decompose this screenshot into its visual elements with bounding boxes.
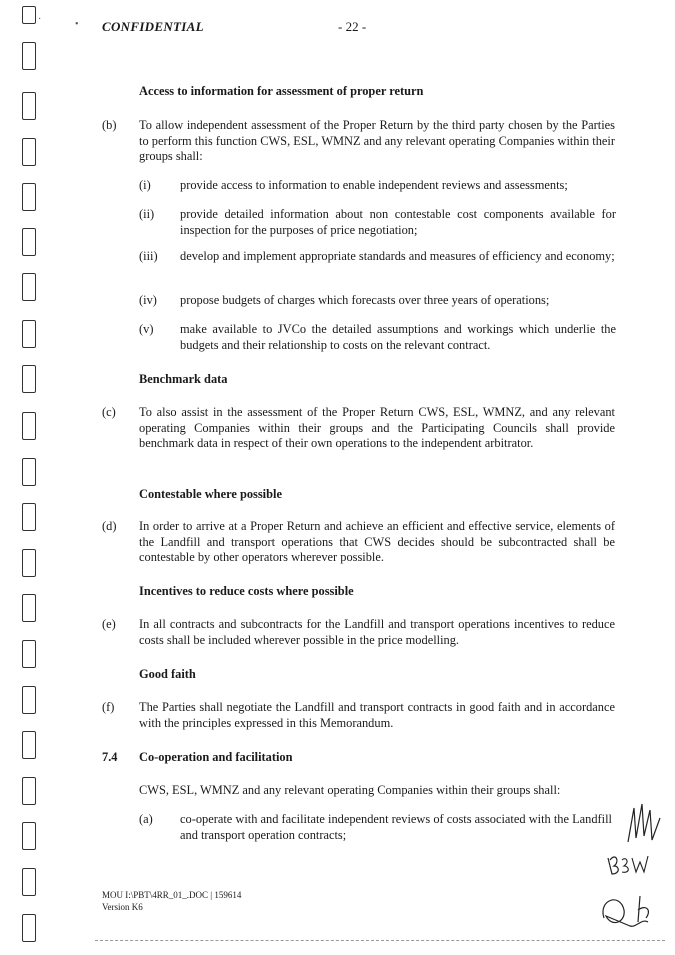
item-b-ii: provide detailed information about non contestable cost components available for inspection for the purposes of price negotiation; xyxy=(180,207,616,237)
page-number: - 22 - xyxy=(338,19,367,34)
heading-contestable: Contestable where possible xyxy=(139,487,282,501)
binder-hole xyxy=(22,777,36,805)
binder-hole xyxy=(22,686,36,714)
label-7-4-a: (a) xyxy=(139,812,153,826)
binder-hole xyxy=(22,914,36,942)
para-d: In order to arrive at a Proper Return and achieve an efficient and effective service, elements of the Landfill and transport operations that CWS decides should be subcontracted shall be contestable by other operators wherever possible. xyxy=(139,519,615,565)
binder-hole xyxy=(22,273,36,301)
binder-hole xyxy=(22,412,36,440)
header-confidential: CONFIDENTIAL xyxy=(102,19,204,34)
footer-file-ref: MOU I:\PBT\4RR_01_.DOC | 159614 xyxy=(102,890,242,900)
para-f: The Parties shall negotiate the Landfill and transport contracts in good faith and in accordance with the principles expressed in this Memorandum. xyxy=(139,700,615,730)
label-b-i: (i) xyxy=(139,178,151,192)
label-e: (e) xyxy=(102,617,116,631)
item-b-iii: develop and implement appropriate standards and measures of efficiency and economy; xyxy=(180,249,615,263)
binder-hole xyxy=(22,594,36,622)
binder-hole xyxy=(22,42,36,70)
item-b-v: make available to JVCo the detailed assumptions and workings which underlie the budgets and their relationship to costs on the relevant contract. xyxy=(180,322,616,352)
binder-hole xyxy=(22,822,36,850)
label-b-ii: (ii) xyxy=(139,207,155,221)
para-c: To also assist in the assessment of the Proper Return CWS, ESL, WMNZ, and any relevant operating Companies within their groups and the Participating Councils shall provide benchmark data in respect of their own operations to the independent arbitrator. xyxy=(139,405,615,451)
para-e: In all contracts and subcontracts for the Landfill and transport operations incentives to reduce costs shall be included wherever possible in the price modelling. xyxy=(139,617,615,647)
section-number-7-4: 7.4 xyxy=(102,750,118,764)
label-b-iii: (iii) xyxy=(139,249,158,263)
label-b-v: (v) xyxy=(139,322,154,336)
label-f: (f) xyxy=(102,700,115,714)
heading-access-info: Access to information for assessment of proper return xyxy=(139,84,424,98)
binder-hole xyxy=(22,458,36,486)
item-7-4-a: co-operate with and facilitate independent reviews of costs associated with the Landfill and transport operation contracts; xyxy=(180,812,612,842)
label-c: (c) xyxy=(102,405,116,419)
speck: • xyxy=(75,19,79,30)
section-title-cooperation: Co-operation and facilitation xyxy=(139,750,293,764)
binder-hole xyxy=(22,138,36,166)
footer-version: Version K6 xyxy=(102,902,143,912)
footer xyxy=(102,889,241,913)
heading-incentives: Incentives to reduce costs where possible xyxy=(139,584,354,598)
page-bottom-edge xyxy=(95,940,665,941)
para-7-4-intro: CWS, ESL, WMNZ and any relevant operating Companies within their groups shall: xyxy=(139,783,561,797)
item-b-iv: propose budgets of charges which forecasts over three years of operations; xyxy=(180,293,550,307)
para-b: To allow independent assessment of the Proper Return by the third party chosen by the Parties to perform this function CWS, ESL, WMNZ and any relevant operating Companies within their groups shall: xyxy=(139,118,615,164)
binder-hole xyxy=(22,6,36,24)
binder-hole xyxy=(22,365,36,393)
binder-hole xyxy=(22,92,36,120)
binder-hole xyxy=(22,320,36,348)
binder-hole xyxy=(22,549,36,577)
label-b: (b) xyxy=(102,118,117,132)
binder-hole xyxy=(22,228,36,256)
binder-holes xyxy=(18,0,40,955)
heading-benchmark: Benchmark data xyxy=(139,372,228,386)
binder-hole xyxy=(22,640,36,668)
binder-hole xyxy=(22,868,36,896)
binder-hole xyxy=(22,183,36,211)
binder-hole xyxy=(22,503,36,531)
item-b-i: provide access to information to enable independent reviews and assessments; xyxy=(180,178,568,192)
binder-hole xyxy=(22,731,36,759)
label-b-iv: (iv) xyxy=(139,293,157,307)
label-d: (d) xyxy=(102,519,117,533)
handwritten-initials xyxy=(590,800,670,940)
speck: · xyxy=(38,14,42,25)
heading-good-faith: Good faith xyxy=(139,667,196,681)
